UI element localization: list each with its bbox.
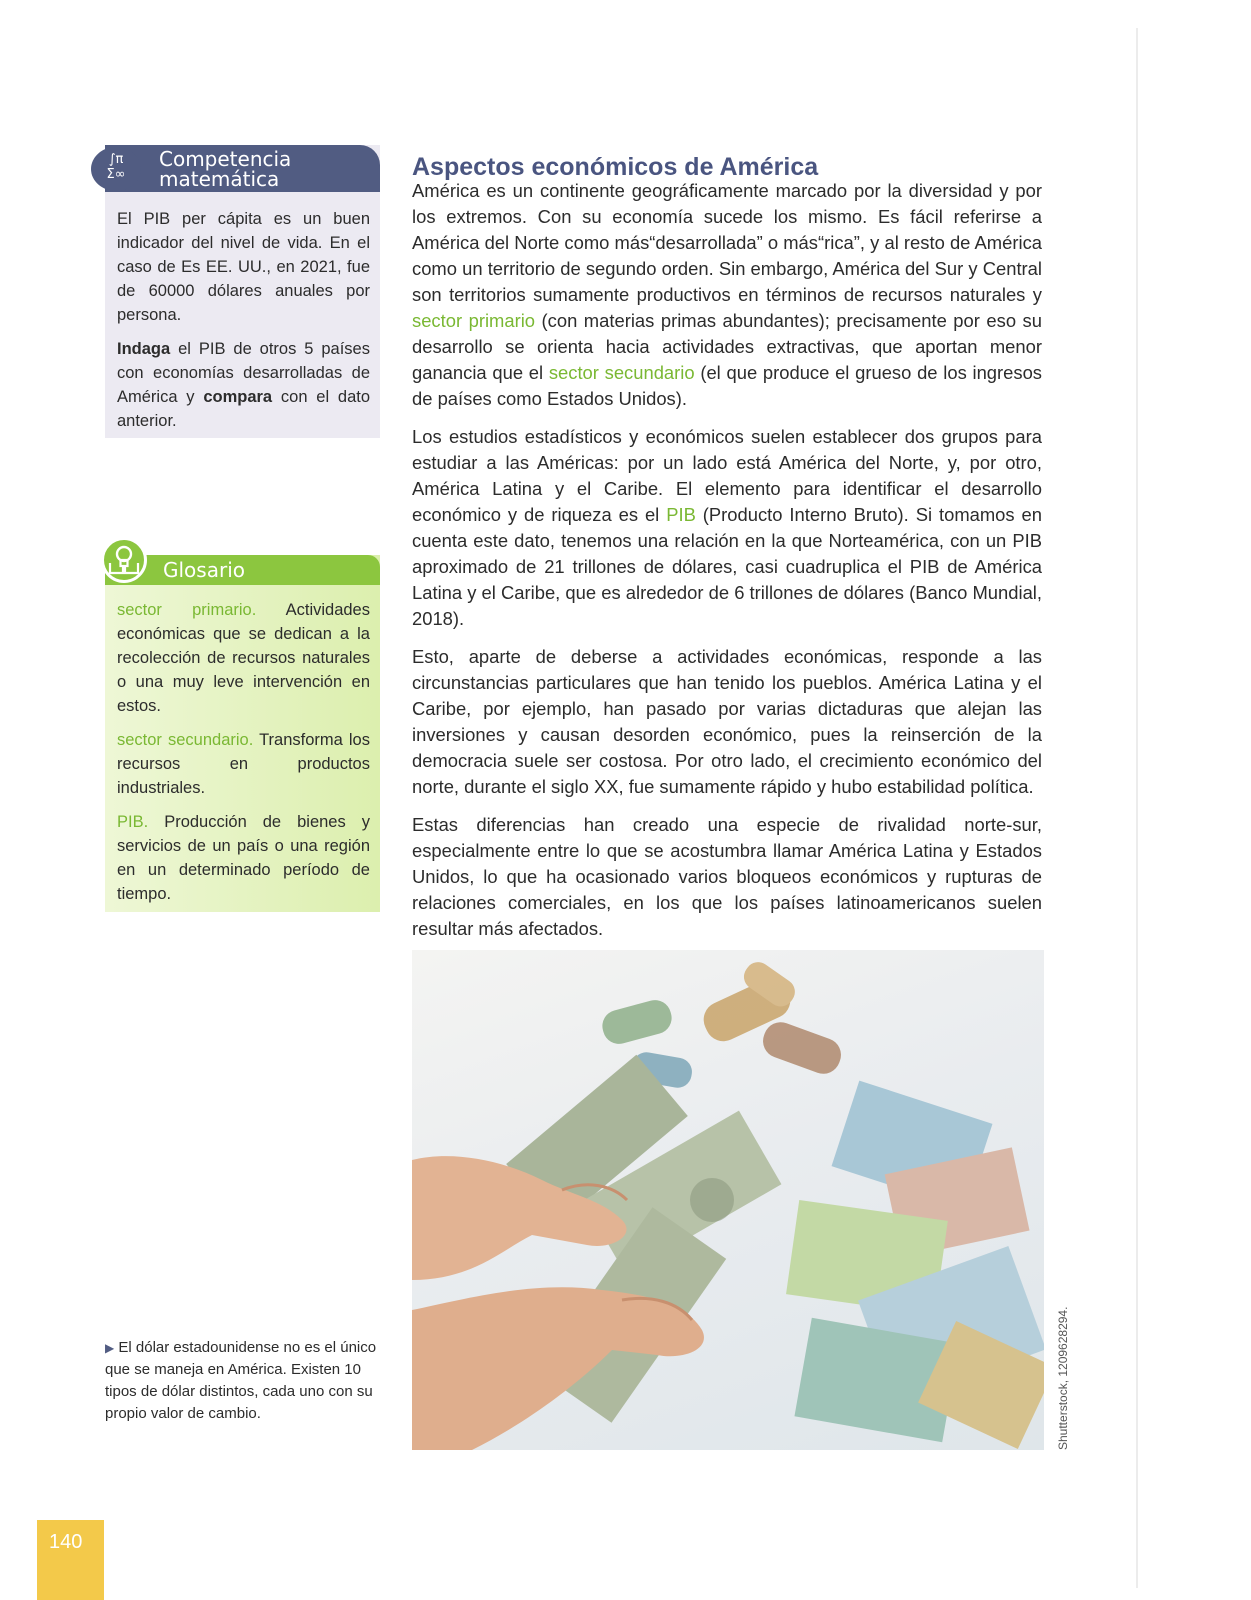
page-edge-line: [1136, 28, 1138, 1588]
competencia-title-line1: Competencia: [159, 147, 292, 171]
money-photo-illustration: [412, 950, 1044, 1450]
article-paragraph-1: [412, 178, 1042, 412]
glosario-definition: Actividades económicas que se dedican a la recolección de recursos naturales o una muy leve intervención en estos.: [117, 601, 370, 715]
article-paragraph-3: Esto, aparte de deberse a actividades económicas, responde a las circunstancias particulares que han tenido los pueblos. América Latina y el Caribe, por ejemplo, han pasado por varias dictaduras que alejan las inversiones y causan desorden económico, pues la reinserción de la democracia suele ser costosa. Por otro lado, el crecimiento económico del norte, durante el siglo XX, fue sumamente rápido y hubo estabilidad política.: [412, 646, 1042, 797]
article-title: Aspectos económicos de América: [412, 152, 819, 181]
caption-text: El dólar estadounidense no es el único que se maneja en América. Existen 10 tipos de dólar distintos, cada uno con su propio valor de cambio.: [105, 1339, 377, 1422]
glosario-entry: [117, 810, 370, 906]
competencia-header: [105, 145, 380, 192]
photo-credit: Shutterstock, 1209628294.: [1056, 1306, 1070, 1450]
competencia-paragraph-2: [117, 337, 370, 433]
article-text: América es un continente geográficamente marcado por la diversidad y por los extremos. Con su economía sucede los mismo. Es fácil referirse a América del Norte como más“desarrollada” o más“rica”, y al resto de América como un territorio de segundo orden. Sin embargo, América del Sur y Central son territorios sumamente productivos en términos de recursos naturales y: [412, 180, 1042, 305]
glosario-body: [117, 598, 370, 916]
article-text: (con materias primas abundantes); precisamente por eso su desarrollo se orienta hacia actividades extractivas, que aportan menor ganancia que el: [412, 310, 1042, 383]
term-sector-primario: sector primario: [412, 310, 536, 331]
competencia-text: con el dato anterior.: [117, 388, 371, 430]
article-text: (el que produce el grueso de los ingresos de países como Estados Unidos).: [412, 362, 1042, 409]
glosario-term: PIB.: [117, 813, 149, 831]
money-photo: [412, 950, 1044, 1450]
glosario-entry: [117, 598, 370, 718]
competencia-text: el PIB de otros 5 países con economías desarrolladas de América y: [117, 340, 370, 406]
glosario-entry: [117, 728, 370, 800]
compara-bold: compara: [203, 388, 273, 406]
article-body: [412, 178, 1042, 954]
glosario-term: sector primario.: [117, 601, 257, 619]
term-pib: PIB: [666, 504, 696, 525]
article-paragraph-2: [412, 424, 1042, 632]
glosario-definition: Producción de bienes y servicios de un país o una región en un determinado período de tiempo.: [117, 813, 370, 903]
math-symbols-icon: ∫π Σ∞: [91, 147, 141, 191]
open-book-lightbulb-icon: [101, 537, 147, 583]
caption-triangle-icon: ▶: [105, 1341, 115, 1355]
term-sector-secundario: sector secundario: [548, 362, 695, 383]
glosario-title: Glosario: [163, 558, 245, 582]
competencia-body: [117, 207, 370, 443]
photo-caption: [105, 1337, 385, 1425]
competencia-box: [105, 145, 380, 438]
competencia-title: [159, 149, 291, 189]
glosario-term: sector secundario.: [117, 731, 254, 749]
competencia-paragraph-1: El PIB per cápita es un buen indicador del nivel de vida. En el caso de Es EE. UU., en 2021, fue de 60000 dólares anuales por persona.: [117, 210, 370, 324]
article-text: Los estudios estadísticos y económicos suelen establecer dos grupos para estudiar a las Américas: por un lado está América del Norte, y, por otro, América Latina y el Caribe. El elemento para identificar el desarrollo económico y de riqueza es el: [412, 426, 1042, 525]
competencia-title-line2: matemática: [159, 167, 280, 191]
indaga-bold: Indaga: [117, 340, 171, 358]
page-number: 140: [49, 1531, 83, 1553]
page-number-tab: [37, 1520, 104, 1600]
article-paragraph-4: Estas diferencias han creado una especie de rivalidad norte-sur, especialmente entre lo que se acostumbra llamar América Latina y Estados Unidos, lo que ha ocasionado varios bloqueos económicos y rupturas de relaciones comerciales, en los que los países latinoamericanos suelen resultar más afectados.: [412, 814, 1042, 939]
glosario-definition: Transforma los recursos en productos industriales.: [117, 731, 370, 797]
article-text: (Producto Interno Bruto). Si tomamos en cuenta este dato, tenemos una relación en la que Norteamérica, con un PIB aproximado de 21 trillones de dólares, casi cuadruplica el PIB de América Latina y el Caribe, que es alrededor de 6 trillones de dólares (Banco Mundial, 2018).: [412, 504, 1042, 629]
glosario-box: [105, 555, 380, 912]
glosario-header: [105, 555, 380, 585]
